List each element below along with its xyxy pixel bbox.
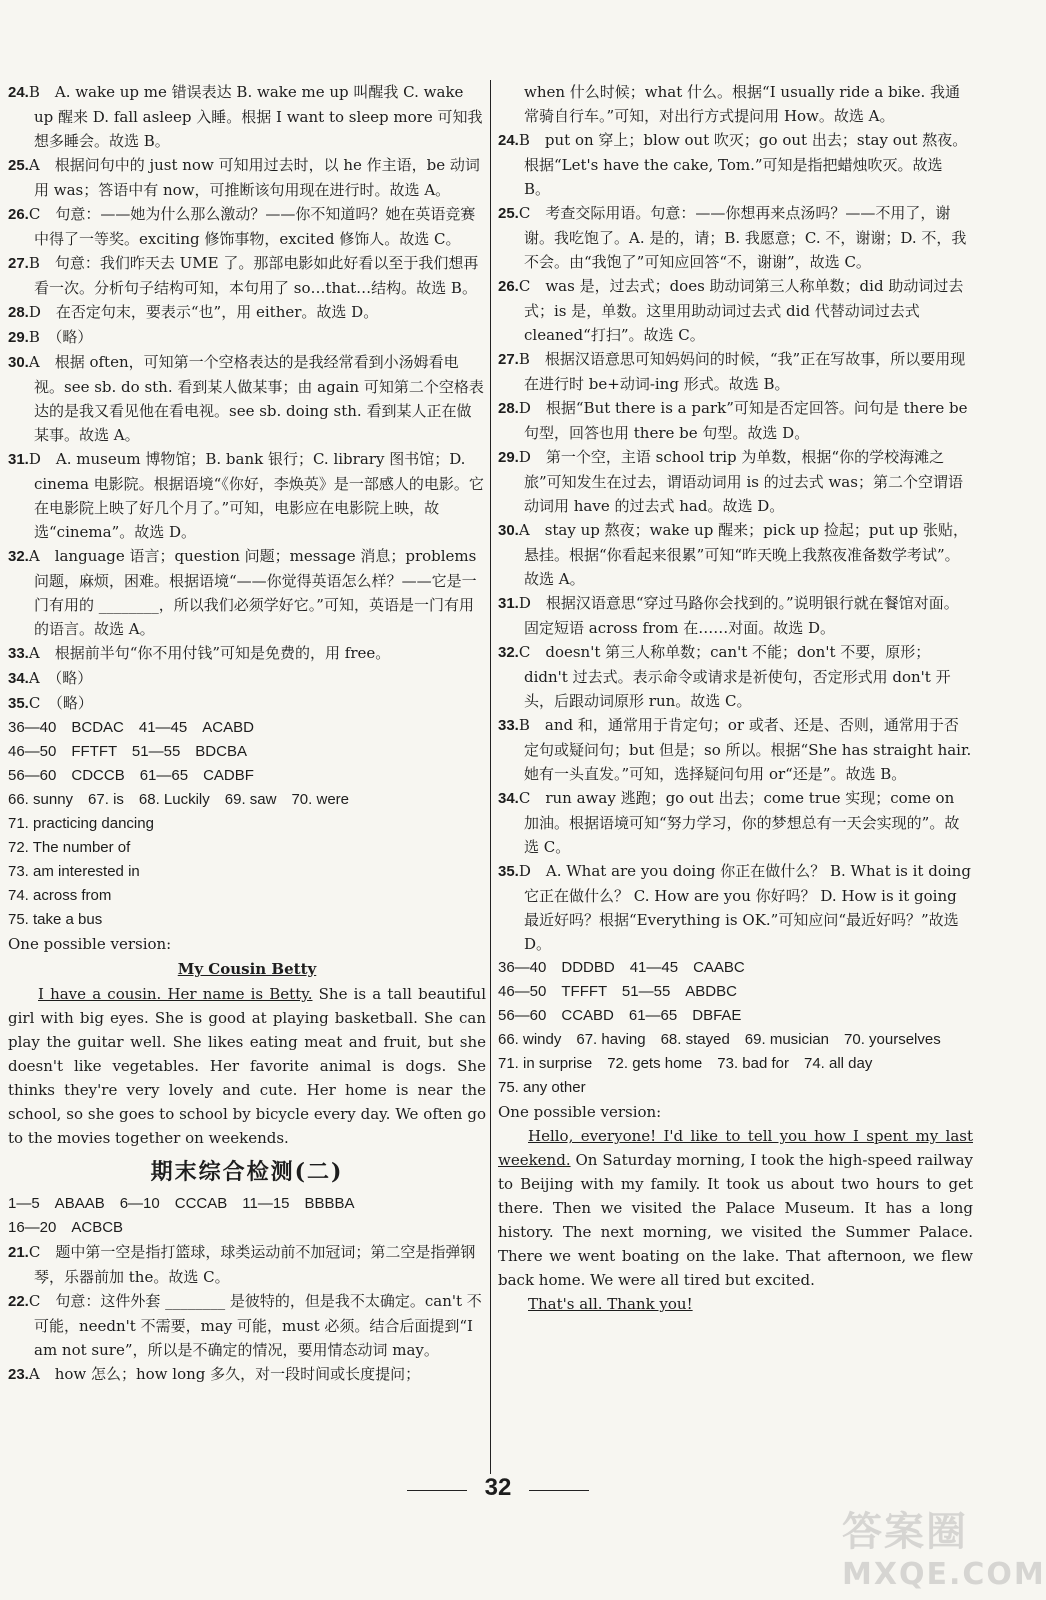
question-item bbox=[8, 251, 486, 300]
answer-line: 73. am interested in bbox=[8, 863, 140, 880]
question-number: 30. bbox=[498, 522, 519, 539]
left-items-b bbox=[8, 1240, 486, 1387]
question-item bbox=[8, 1362, 486, 1387]
question-explanation: C 句意：这件外套 ________ 是彼特的，但是我不太确定。can't 不可能，needn't 不需要，may 可能，must 必须。结合后面提到“I am not sure”，所以是不确定的情况，要用情态动词 may。 bbox=[28, 1292, 482, 1359]
question-number: 26. bbox=[8, 206, 29, 223]
answer-line: 75. any other bbox=[498, 1079, 586, 1096]
question-explanation: C 题中第一空是指打篮球，球类运动前不加冠词；第二空是指弹钢琴，乐器前加 the。故选 C。 bbox=[28, 1243, 476, 1286]
question-item bbox=[8, 641, 486, 666]
question-explanation: A how 怎么；how long 多久，对一段时间或长度提问； bbox=[28, 1365, 421, 1383]
question-item bbox=[8, 1240, 486, 1289]
watermark-logo: 答案圈 MXQE.COM bbox=[842, 1509, 1046, 1592]
question-number: 30. bbox=[8, 354, 29, 371]
question-item bbox=[498, 201, 973, 274]
question-item bbox=[8, 325, 486, 350]
question-item bbox=[498, 274, 973, 347]
answer-line: 36—40 BCDAC 41—45 ACABD bbox=[8, 719, 254, 736]
question-explanation: D 第一个空，主语 school trip 为单数，根据“你的学校海滩之旅”可知发生在过去，谓语动词用 is 的过去式 was；第二个空谓语动词用 have 的过去式 had。故选 D。 bbox=[518, 448, 963, 515]
answer-line: 36—40 DDDBD 41—45 CAABC bbox=[498, 959, 745, 976]
question-item bbox=[498, 713, 973, 786]
column-divider bbox=[490, 80, 491, 1474]
question-item bbox=[498, 786, 973, 859]
answer-line: 56—60 CDCCB 61—65 CADBF bbox=[8, 767, 254, 784]
answer-line: 66. windy 67. having 68. stayed 69. musician 70. yourselves bbox=[498, 1031, 941, 1048]
question-number: 28. bbox=[498, 400, 519, 417]
question-item bbox=[498, 128, 973, 201]
left-column bbox=[8, 80, 486, 1387]
answer-line: 66. sunny 67. is 68. Luckily 69. saw 70. were bbox=[8, 791, 349, 808]
question-number: 33. bbox=[8, 645, 29, 662]
question-number: 25. bbox=[498, 205, 519, 222]
answer-line: 74. across from bbox=[8, 887, 112, 904]
answer-line: 46—50 TFFFT 51—55 ABDBC bbox=[498, 983, 737, 1000]
question-explanation: B 句意：我们昨天去 UME 了。那部电影如此好看以至于我们想再看一次。分析句子结构可知，本句用了 so…that…结构。故选 B。 bbox=[28, 254, 479, 297]
question-explanation: C 考查交际用语。句意：——你想再来点汤吗？——不用了，谢谢。我吃饱了。A. 是的，请；B. 我愿意；C. 不，谢谢；D. 不，我不会。由“我饱了”可知应回答“不，谢谢”，故选 C。 bbox=[518, 204, 967, 271]
question-explanation: D A. museum 博物馆；B. bank 银行；C. library 图书馆；D. cinema 电影院。根据语境“《你好，李焕英》是一部感人的电影。它在电影院上映了好几个月了。”可知，电影应在电影院上映，故选“cinema”。故选 D。 bbox=[28, 450, 484, 541]
version-label-right: One possible version: bbox=[498, 1103, 662, 1121]
answer-line: 16—20 ACBCB bbox=[8, 1219, 124, 1236]
essay-body-right bbox=[498, 1124, 973, 1292]
question-number: 34. bbox=[498, 790, 519, 807]
question-explanation: A 根据问句中的 just now 可知用过去时，以 he 作主语，be 动词用 was；答语中有 now，可推断该句用现在进行时。故选 A。 bbox=[28, 156, 480, 199]
question-explanation: A language 语言；question 问题；message 消息；problems 问题，麻烦，困难。根据语境“——你觉得英语怎么样？——它是一门有用的 ________，所以我们必须学好它。”可知，英语是一门有用的语言。故选 A。 bbox=[28, 547, 477, 638]
continuation-text: when 什么时候；what 什么。根据“I usually ride a bike. 我通常骑自行车。”可知，对出行方式提问用 How。故选 A。 bbox=[524, 83, 961, 125]
essay-rest-right: On Saturday morning, I took the high-speed railway to Beijing with my family. It took us about two hours to get there. Then we visited the Palace Museum. It has a long history. The next morning, we visited the Summer Palace. There we went boating on the lake. That afternoon, we flew back home. We were all tired but excited. bbox=[498, 1151, 973, 1289]
question-number: 34. bbox=[8, 670, 29, 687]
question-item bbox=[8, 544, 486, 641]
question-explanation: B A. wake up me 错误表达 B. wake me up 叫醒我 C. wake up 醒来 D. fall asleep 入睡。根据 I want to sleep more 可知我想多睡会。故选 B。 bbox=[28, 83, 483, 150]
left-answers-b bbox=[8, 1192, 486, 1240]
question-explanation: A 根据 often，可知第一个空格表达的是我经常看到小汤姆看电视。see sb. do sth. 看到某人做某事；由 again 可知第二个空格表达的是我又看见他在看电视。see sb. doing sth. 看到某人正在做某事。故选 A。 bbox=[28, 353, 484, 444]
question-number: 31. bbox=[498, 595, 519, 612]
answer-line: 75. take a bus bbox=[8, 911, 103, 928]
question-number: 35. bbox=[498, 863, 519, 880]
question-item bbox=[498, 396, 973, 445]
question-item bbox=[8, 447, 486, 544]
right-answers bbox=[498, 956, 973, 1100]
question-explanation: D 在否定句末，要表示“也”，用 either。故选 D。 bbox=[28, 303, 379, 321]
question-number: 27. bbox=[8, 255, 29, 272]
section-title: 期末综合检测(二) bbox=[150, 1159, 344, 1185]
essay-end-right: That's all. Thank you! bbox=[528, 1295, 693, 1313]
question-explanation: C doesn't 第三人称单数；can't 不能；don't 不要，原形；didn't 过去式。表示命令或请求是祈使句，否定形式用 don't 开头，后跟动词原形 run。故选 C。 bbox=[518, 643, 951, 710]
question-explanation: C （略） bbox=[28, 694, 93, 712]
question-item bbox=[498, 347, 973, 396]
answer-line: 71. practicing dancing bbox=[8, 815, 154, 832]
question-item bbox=[8, 153, 486, 202]
question-number: 28. bbox=[8, 304, 29, 321]
essay-first-sentence: I have a cousin. Her name is Betty. bbox=[38, 985, 313, 1003]
question-number: 24. bbox=[8, 84, 29, 101]
page-number-right-line bbox=[529, 1490, 589, 1491]
question-number: 25. bbox=[8, 157, 29, 174]
question-item bbox=[498, 591, 973, 640]
answer-line: 1—5 ABAAB 6—10 CCCAB 11—15 BBBBA bbox=[8, 1195, 355, 1212]
question-number: 26. bbox=[498, 278, 519, 295]
question-number: 21. bbox=[8, 1244, 29, 1261]
left-answers-a bbox=[8, 716, 486, 932]
right-column bbox=[498, 80, 973, 1316]
question-explanation: D A. What are you doing 你正在做什么？ B. What is it doing 它正在做什么？ C. How are you 你好吗？ D. How is it going 最近好吗？根据“Everything is OK.”可知应问“最近好吗？”故选 D。 bbox=[518, 862, 971, 953]
question-explanation: C run away 逃跑；go out 出去；come true 实现；come on 加油。根据语境可知“努力学习，你的梦想总有一天会实现的”。故选 C。 bbox=[518, 789, 960, 856]
question-explanation: A （略） bbox=[28, 669, 93, 687]
question-item bbox=[8, 666, 486, 691]
question-explanation: B 根据汉语意思可知妈妈问的时候，“我”正在写故事，所以要用现在进行时 be+动词-ing 形式。故选 B。 bbox=[518, 350, 966, 393]
question-item bbox=[498, 518, 973, 591]
question-explanation: B and 和，通常用于肯定句；or 或者、还是、否则，通常用于否定句或疑问句；but 但是；so 所以。根据“She has straight hair. 她有一头直发。”可知，选择疑问句用 or“还是”。故选 B。 bbox=[518, 716, 972, 783]
question-number: 22. bbox=[8, 1293, 29, 1310]
answer-line: 71. in surprise 72. gets home 73. bad for 74. all day bbox=[498, 1055, 873, 1072]
answer-line: 46—50 FFTFT 51—55 BDCBA bbox=[8, 743, 247, 760]
question-number: 29. bbox=[8, 329, 29, 346]
question-number: 29. bbox=[498, 449, 519, 466]
question-number: 33. bbox=[498, 717, 519, 734]
answer-line: 72. The number of bbox=[8, 839, 131, 856]
question-item bbox=[8, 1289, 486, 1362]
question-item bbox=[8, 691, 486, 716]
question-explanation: D 根据汉语意思“穿过马路你会找到的。”说明银行就在餐馆对面。固定短语 across from 在……对面。故选 D。 bbox=[518, 594, 959, 637]
left-items-a bbox=[8, 80, 486, 716]
question-explanation: D 根据“But there is a park”可知是否定回答。问句是 there be 句型，回答也用 there be 句型。故选 D。 bbox=[518, 399, 968, 442]
question-item bbox=[498, 640, 973, 713]
question-number: 31. bbox=[8, 451, 29, 468]
question-number: 32. bbox=[498, 644, 519, 661]
question-number: 23. bbox=[8, 1366, 29, 1383]
question-explanation: A 根据前半句“你不用付钱”可知是免费的，用 free。 bbox=[28, 644, 391, 662]
question-explanation: B （略） bbox=[28, 328, 93, 346]
question-number: 35. bbox=[8, 695, 29, 712]
question-item bbox=[498, 859, 973, 956]
page-number: 32 bbox=[0, 1474, 996, 1502]
page-number-left-line bbox=[407, 1490, 467, 1491]
essay-rest: She is a tall beautiful girl with big eyes. She is good at playing basketball. She can play the guitar well. She likes eating meat and fruit, but she doesn't like vegetables. Her favorite animal is dogs. She thinks they're very lovely and cute. Her home is near the school, so she goes to school by bicycle every day. We often go to the movies together on weekends. bbox=[8, 985, 487, 1147]
question-item bbox=[8, 300, 486, 325]
question-explanation: B put on 穿上；blow out 吹灭；go out 出去；stay out 熬夜。根据“Let's have the cake, Tom.”可知是指把蜡烛吹灭。故选 B。 bbox=[518, 131, 968, 198]
right-items bbox=[498, 128, 973, 956]
version-label: One possible version: bbox=[8, 935, 172, 953]
answer-line: 56—60 CCABD 61—65 DBFAE bbox=[498, 1007, 742, 1024]
question-explanation: C was 是，过去式；does 助动词第三人称单数；did 助动词过去式；is 是，单数。这里用助动词过去式 did 代替动词过去式 cleaned“打扫”。故选 C。 bbox=[518, 277, 964, 344]
question-number: 24. bbox=[498, 132, 519, 149]
essay-title: My Cousin Betty bbox=[177, 960, 317, 978]
question-item bbox=[8, 80, 486, 153]
question-number: 27. bbox=[498, 351, 519, 368]
question-item bbox=[498, 445, 973, 518]
question-item bbox=[8, 350, 486, 447]
essay-first-sentence-right: Hello, everyone! I'd like to tell you how I spent my last weekend. bbox=[498, 1127, 973, 1169]
essay-body bbox=[8, 982, 486, 1150]
question-number: 32. bbox=[8, 548, 29, 565]
question-explanation: A stay up 熬夜；wake up 醒来；pick up 捡起；put up 张贴，悬挂。根据“你看起来很累”可知“昨天晚上我熬夜准备数学考试”。故选 A。 bbox=[518, 521, 968, 588]
question-explanation: C 句意：——她为什么那么激动？——你不知道吗？她在英语竞赛中得了一等奖。exciting 修饰事物，excited 修饰人。故选 C。 bbox=[28, 205, 476, 248]
question-item bbox=[8, 202, 486, 251]
